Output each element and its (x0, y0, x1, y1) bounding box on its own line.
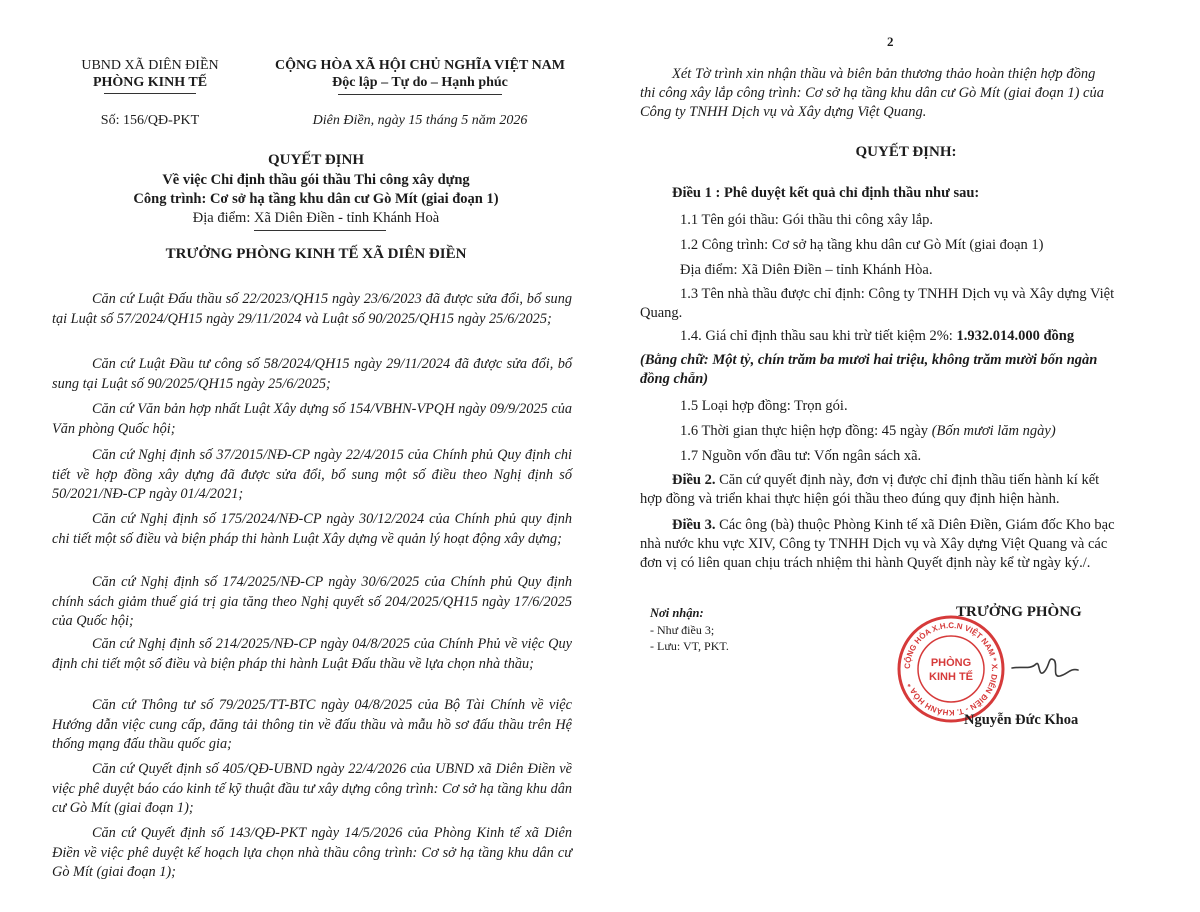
divider (104, 93, 196, 94)
recipient-item: - Lưu: VT, PKT. (650, 639, 729, 653)
article-2-text: Căn cứ quyết định này, đơn vị được chỉ định thầu tiến hành kí kết (715, 472, 1100, 488)
project-name: Công trình: Cơ sở hạ tầng khu dân cư Gò Mít (giai đoạn 1) (133, 191, 499, 207)
stamp-ring-text: CỘNG HÒA X.H.C.N VIỆT NAM * X. DIÊN ĐIỀN - T. KHÁNH HÒA * (902, 620, 1000, 718)
place-and-date: Diên Điền, ngày 15 tháng 5 năm 2026 (312, 113, 528, 128)
document-subject: Về việc Chỉ định thầu gói thầu Thi công xây dựng (162, 172, 470, 188)
signer-name: Nguyễn Đức Khoa (964, 712, 1079, 728)
document-number: Số: 156/QĐ-PKT (100, 113, 200, 128)
divider (254, 230, 386, 231)
article-2 (672, 472, 1099, 489)
issuing-agency: UBND XÃ DIÊN ĐIỀN (81, 58, 219, 73)
legal-basis: Căn cứ Nghị định số 214/2025/NĐ-CP ngày 04/8/2025 của Chính Phủ về việc Quy định chi tiết một số điều và biện pháp thi hành Luật Đấu thầu về lựa chọn nhà thầu; (52, 636, 572, 672)
country-name: CỘNG HÒA XÃ HỘI CHỦ NGHĨA VIỆT NAM (274, 58, 565, 73)
item-1-2: 1.2 Công trình: Cơ sở hạ tầng khu dân cư Gò Mít (giai đoạn 1) (680, 237, 1044, 253)
article-3-text: Các ông (bà) thuộc Phòng Kinh tế xã Diên Điền, Giám đốc Kho bạc (715, 517, 1115, 533)
legal-basis: Căn cứ Thông tư số 79/2025/TT-BTC ngày 04/8/2025 của Bộ Tài Chính về việc Hướng dẫn việc cung cấp, đăng tải thông tin về đấu thầu và mẫu hồ sơ đấu thầu trên Hệ thống mạng đấu thầu quốc gia; (52, 697, 572, 753)
item-1-7: 1.7 Nguồn vốn đầu tư: Vốn ngân sách xã. (680, 448, 922, 464)
item-1-6 (680, 423, 1056, 440)
recipients-label: Nơi nhận: (650, 606, 704, 620)
signer-title: TRƯỞNG PHÒNG (956, 604, 1082, 620)
article-2-cont: hợp đồng và triển khai thực hiện gói thầu theo đúng quy định hiện hành. (640, 491, 1060, 507)
item-location: Địa điểm: Xã Diên Điền – tỉnh Khánh Hòa. (680, 262, 933, 278)
official-stamp-icon (896, 614, 1006, 724)
recipient-item: - Như điều 3; (650, 623, 715, 637)
legal-basis: Căn cứ Quyết định số 405/QĐ-UBND ngày 22/4/2026 của UBND xã Diên Điền về việc phê duyệt báo cáo kinh tế kỹ thuật đầu tư xây dựng công trình: Cơ sở hạ tầng khu dân cư Gò Mít (giai đoạn 1); (52, 761, 573, 817)
item-1-4-label: 1.4. Giá chỉ định thầu sau khi trừ tiết kiệm 2%: (680, 328, 957, 344)
article-2-label: Điều 2. (672, 472, 716, 488)
document-title: QUYẾT ĐỊNH (268, 152, 364, 168)
article-3 (672, 517, 1115, 534)
legal-basis: Căn cứ Luật Đầu tư công số 58/2024/QH15 ngày 29/11/2024 đã được sửa đổi, bổ sung tại Luật số 90/2025/QH15 ngày 25/6/2025; (52, 356, 572, 392)
article-3-cont: đơn vị có liên quan chịu trách nhiệm thi hành Quyết định này kể từ ngày ký./. (640, 555, 1091, 571)
price-in-words-cont: đồng chẵn) (640, 371, 709, 387)
issuing-authority: TRƯỞNG PHÒNG KINH TẾ XÃ DIÊN ĐIỀN (165, 246, 467, 262)
item-1-1: 1.1 Tên gói thầu: Gói thầu thi công xây lắp. (680, 212, 934, 228)
item-1-3-cont: Quang. (640, 305, 683, 321)
legal-basis: Căn cứ Nghị định số 37/2015/NĐ-CP ngày 22/4/2015 của Chính phủ Quy định chi tiết về hợp đồng xây dựng đã được sửa đổi, bổ sung một số điều theo Nghị định số 50/2021/NĐ-CP ngày 01/4/2021; (52, 447, 572, 503)
stamp-center-text: PHÒNG (930, 657, 972, 669)
consideration-line: Công ty TNHH Dịch vụ và Xây dựng Việt Quang. (640, 104, 927, 120)
item-1-3: 1.3 Tên nhà thầu được chỉ định: Công ty TNHH Dịch vụ và Xây dựng Việt (680, 286, 1115, 302)
price-in-words: (Bằng chữ: Một tỷ, chín trăm ba mươi hai triệu, không trăm mười bốn ngàn (640, 352, 1098, 368)
article-3-label: Điều 3. (672, 517, 716, 533)
page-number: 2 (887, 34, 894, 49)
item-1-6-text: 1.6 Thời gian thực hiện hợp đồng: 45 ngày (680, 423, 932, 439)
divider (338, 94, 502, 95)
legal-basis: Căn cứ Nghị định số 174/2025/NĐ-CP ngày 30/6/2025 của Chính phủ Quy định chính sách giảm thuế giá trị gia tăng theo Nghị quyết số 204/2025/QH15 ngày 17/6/2025 của Quốc hội; (52, 574, 572, 630)
item-1-4 (680, 328, 1074, 345)
national-motto: Độc lập – Tự do – Hạnh phúc (332, 75, 508, 90)
legal-basis: Căn cứ Luật Đấu thầu số 22/2023/QH15 ngày 23/6/2023 đã được sửa đổi, bổ sung tại Luật số 57/2024/QH15 ngày 29/11/2024 và Luật số 90/2025/QH15 ngày 25/6/2025; (52, 291, 572, 327)
consideration-line: thi công xây lắp công trình: Cơ sở hạ tầng khu dân cư Gò Mít (giai đoạn 1) của (640, 85, 1104, 101)
legal-basis: Căn cứ Văn bản hợp nhất Luật Xây dựng số 154/VBHN-VPQH ngày 09/9/2025 của Văn phòng Quốc hội; (52, 401, 572, 437)
legal-basis: Căn cứ Nghị định số 175/2024/NĐ-CP ngày 30/12/2024 của Chính phủ quy định chi tiết một số điều và biện pháp thi hành Luật Xây dựng về quản lý hoạt động xây dựng; (52, 511, 572, 547)
consideration-line: Xét Tờ trình xin nhận thầu và biên bản thương thảo hoàn thiện hợp đồng (672, 66, 1096, 82)
article-3-cont: nhà nước khu vực XIV, Công ty TNHH Dịch vụ và Xây dựng Việt Quang và các (640, 536, 1108, 552)
signature-icon (1010, 648, 1080, 688)
item-1-5: 1.5 Loại hợp đồng: Trọn gói. (680, 398, 848, 414)
legal-basis: Căn cứ Quyết định số 143/QĐ-PKT ngày 14/5/2026 của Phòng Kinh tế xã Diên Điền về việc phê duyệt kế hoạch lựa chọn nhà thầu công trình: Cơ sở hạ tầng khu dân cư Gò Mít (giai đoạn 1); (52, 825, 572, 881)
project-location: Địa điểm: Xã Diên Điền - tỉnh Khánh Hoà (192, 210, 440, 226)
duration-in-words: (Bốn mươi lăm ngày) (931, 423, 1056, 439)
stamp-center-text: KINH TẾ (929, 671, 973, 683)
contract-price: 1.932.014.000 đồng (956, 328, 1075, 344)
article-1-heading: Điều 1 : Phê duyệt kết quả chỉ định thầu như sau: (672, 185, 980, 201)
decision-heading: QUYẾT ĐỊNH: (855, 144, 957, 160)
issuing-department: PHÒNG KINH TẾ (92, 75, 208, 90)
